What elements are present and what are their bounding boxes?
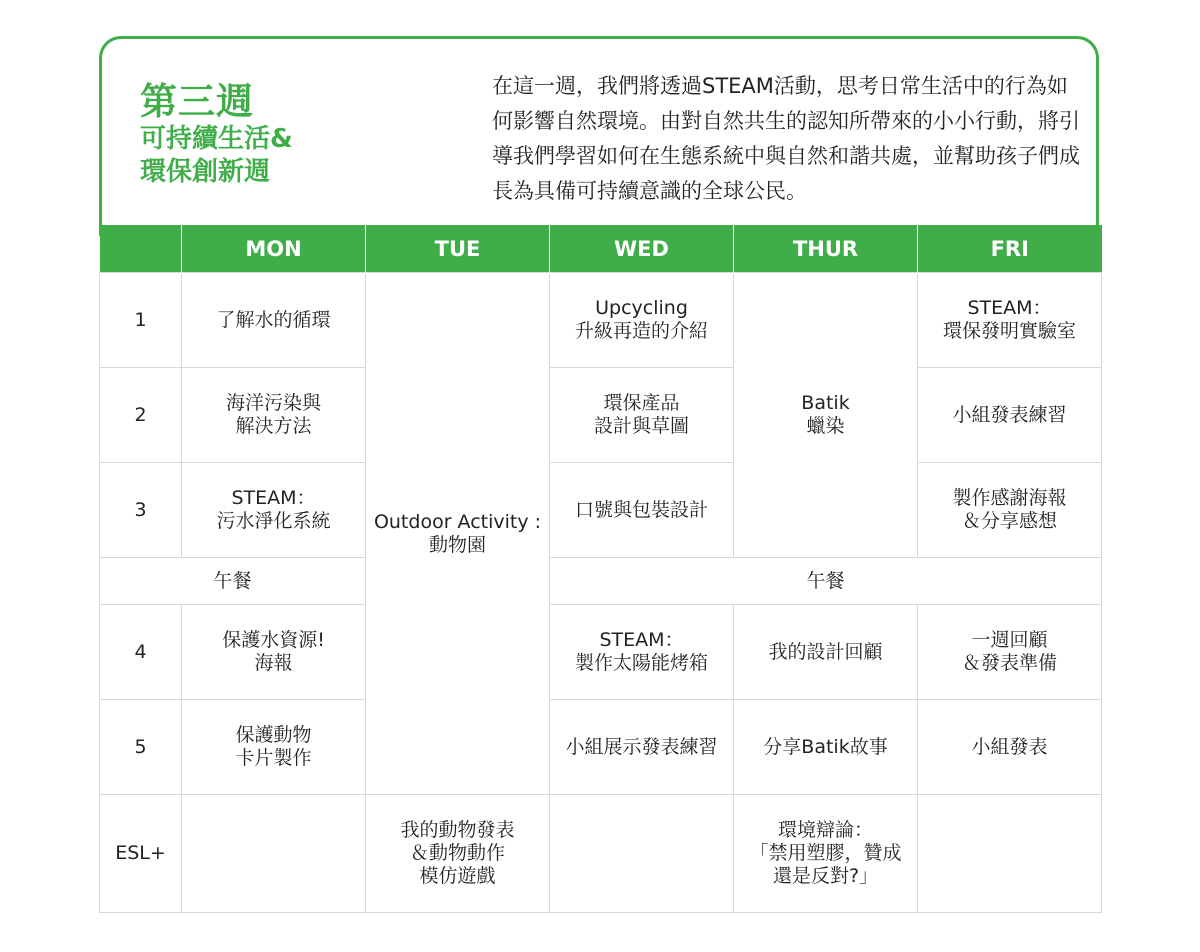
schedule-cell: 分享Batik故事 [734, 700, 918, 795]
schedule-cell: STEAM： 製作太陽能烤箱 [550, 605, 734, 700]
esl-row [100, 795, 1102, 913]
schedule-cell: 小組展示發表練習 [550, 700, 734, 795]
schedule-cell: STEAM： 污水淨化系統 [182, 463, 366, 558]
schedule-cell: 製作感謝海報 ＆分享感想 [918, 463, 1102, 558]
schedule-cell: 我的設計回顧 [734, 605, 918, 700]
lunch-cell-right: 午餐 [550, 558, 1102, 605]
schedule-cell: 保護動物 卡片製作 [182, 700, 366, 795]
table-row [100, 368, 1102, 463]
table-row [100, 700, 1102, 795]
lunch-row [100, 558, 1102, 605]
period-header-cell [100, 225, 182, 273]
period-label: 1 [100, 273, 182, 368]
schedule-cell: STEAM： 環保發明實驗室 [918, 273, 1102, 368]
schedule-cell: 了解水的循環 [182, 273, 366, 368]
schedule-cell [550, 795, 734, 913]
schedule-cell: 海洋污染與 解決方法 [182, 368, 366, 463]
schedule-table [99, 225, 1102, 913]
table-row [100, 605, 1102, 700]
day-header-wed: WED [550, 225, 734, 273]
week-subtitle: 可持續生活& 環保創新週 [140, 124, 293, 187]
week-header-card [99, 36, 1099, 236]
schedule-cell: 小組發表 [918, 700, 1102, 795]
schedule-cell: 口號與包裝設計 [550, 463, 734, 558]
schedule-cell: 一週回顧 ＆發表準備 [918, 605, 1102, 700]
week-title: 第三週 [140, 80, 254, 123]
schedule-cell: 保護水資源! 海報 [182, 605, 366, 700]
table-row [100, 273, 1102, 368]
period-label: 4 [100, 605, 182, 700]
schedule-cell: 環境辯論： 「禁用塑膠，贊成 還是反對?」 [734, 795, 918, 913]
day-header-tue: TUE [366, 225, 550, 273]
period-label: ESL+ [100, 795, 182, 913]
table-row [100, 463, 1102, 558]
period-label: 3 [100, 463, 182, 558]
schedule-cell [182, 795, 366, 913]
lunch-cell-left: 午餐 [100, 558, 366, 605]
week-description: 在這一週，我們將透過STEAM活動，思考日常生活中的行為如何影響自然環境。由對自然共生的認知所帶來的小小行動，將引導我們學習如何在生態系統中與自然和諧共處，並幫助孩子們成長為具備可持續意識的全球公民。 [492, 74, 1080, 203]
period-label: 2 [100, 368, 182, 463]
schedule-cell: 環保產品 設計與草圖 [550, 368, 734, 463]
thur-batik-cell: Batik 蠟染 [734, 273, 918, 558]
schedule-cell: 小組發表練習 [918, 368, 1102, 463]
day-header-row [100, 225, 1102, 273]
day-header-mon: MON [182, 225, 366, 273]
schedule-cell: 我的動物發表 ＆動物動作 模仿遊戲 [366, 795, 550, 913]
day-header-fri: FRI [918, 225, 1102, 273]
schedule-cell: Upcycling 升級再造的介紹 [550, 273, 734, 368]
period-label: 5 [100, 700, 182, 795]
tue-outdoor-activity-cell: Outdoor Activity : 動物園 [366, 273, 550, 795]
schedule-cell [918, 795, 1102, 913]
day-header-thur: THUR [734, 225, 918, 273]
